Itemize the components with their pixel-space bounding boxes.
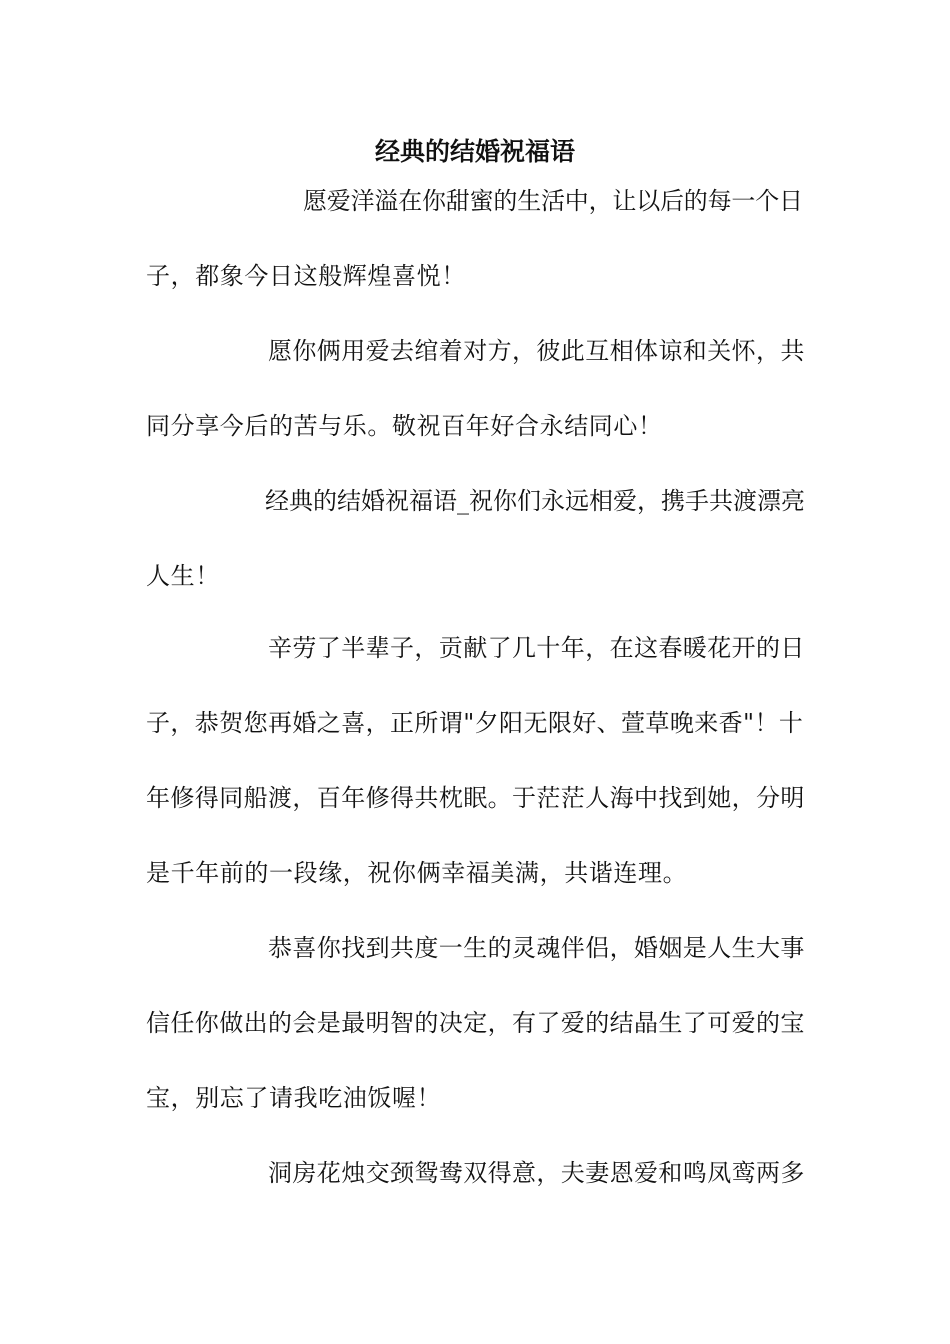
document-title: 经典的结婚祝福语 <box>374 137 575 166</box>
text-line-4: 同分享今后的苦与乐。敬祝百年好合永结同心！ <box>146 412 663 440</box>
text-line-1: 愿爱洋溢在你甜蜜的生活中，让以后的每一个日 <box>303 187 803 215</box>
text-line-7: 辛劳了半辈子，贡献了几十年，在这春暖花开的日 <box>268 634 805 662</box>
text-line-13: 宝，别忘了请我吃油饭喔！ <box>146 1084 442 1112</box>
text-line-9: 年修得同船渡，百年修得共枕眠。于茫茫人海中找到她，分明 <box>146 784 805 812</box>
text-line-11: 恭喜你找到共度一生的灵魂伴侣，婚姻是人生大事 <box>268 934 805 962</box>
text-line-2: 子，都象今日这般辉煌喜悦！ <box>146 262 466 290</box>
text-line-5: 经典的结婚祝福语_祝你们永远相爱，携手共渡漂亮 <box>265 487 805 515</box>
text-line-8: 子，恭贺您再婚之喜，正所谓"夕阳无限好、萱草晚来香"！十 <box>146 709 804 737</box>
text-line-14: 洞房花烛交颈鸳鸯双得意，夫妻恩爱和鸣凤鸾两多 <box>268 1159 805 1187</box>
text-line-6: 人生！ <box>146 562 220 590</box>
text-line-3: 愿你俩用爱去绾着对方，彼此互相体谅和关怀，共 <box>268 337 805 365</box>
text-line-10: 是千年前的一段缘，祝你俩幸福美满，共谐连理。 <box>146 859 688 887</box>
text-line-12: 信任你做出的会是最明智的决定，有了爱的结晶生了可爱的宝 <box>146 1009 805 1037</box>
